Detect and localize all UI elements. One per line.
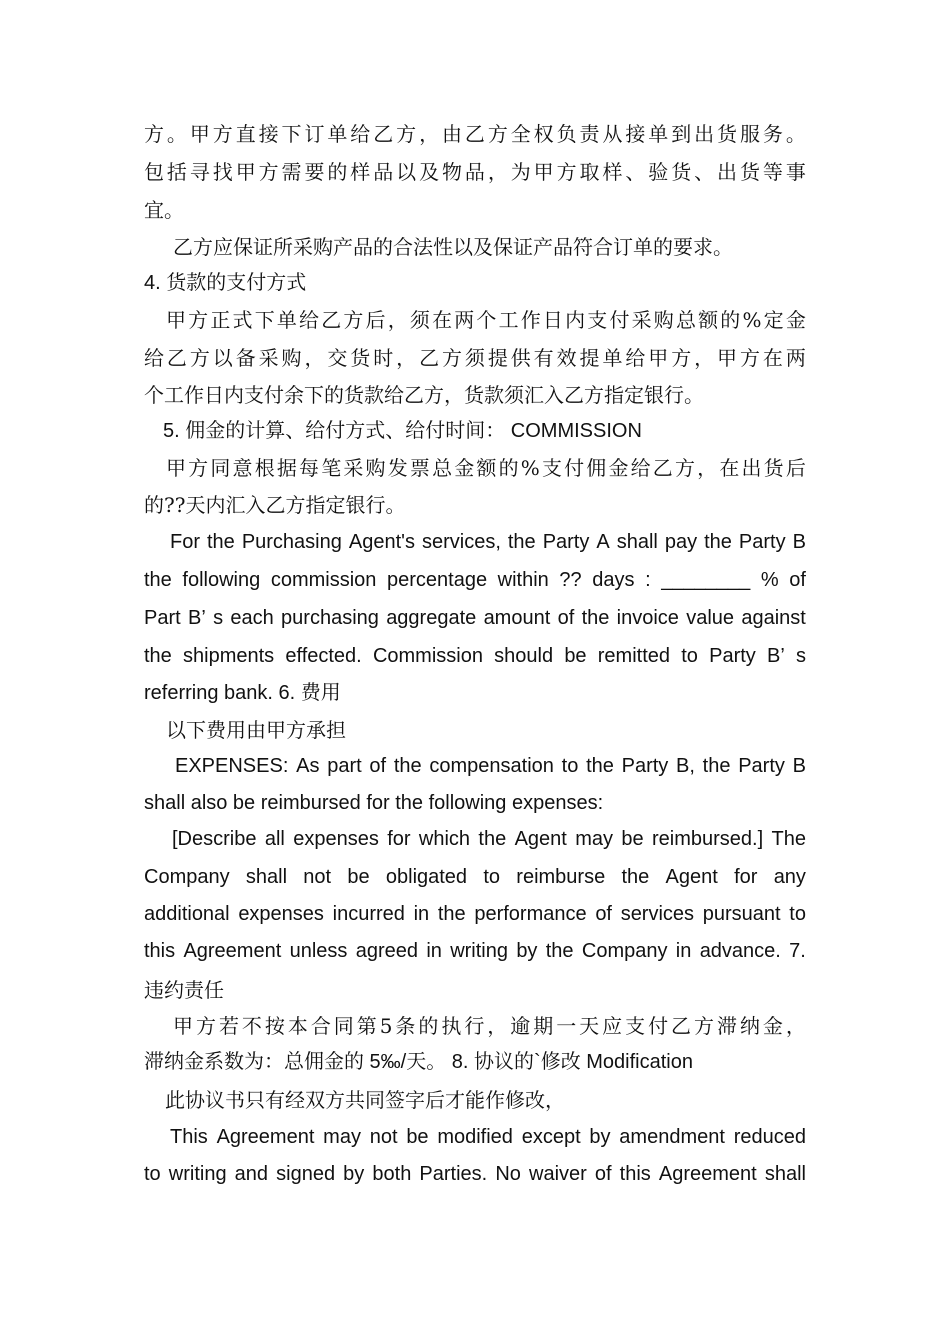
text-line: additional expenses incurred in the performance of services pursuant to [144,903,806,925]
text-line: 包 括 寻 找 甲 方 需 要 的 样 品 以 及 物 品 ， 为 甲 方 取 样 、 验 货 、 出 货 等 事 [144,160,806,184]
text-line: This Agreement may not be modified except by amendment reduced [170,1126,806,1148]
text-line: 滞纳金系数为：总佣金的 5‰/天。 8. 协议的`修改 Modification [144,1051,693,1073]
text-line: Company shall not be obligated to reimburse the Agent for any [144,866,806,888]
text-line: to writing and signed by both Parties. No waiver of this Agreement shall [144,1163,806,1185]
text-line: 甲 方 若 不 按 本 合 同 第 5 条 的 执 行 ， 逾 期 一 天 应 支 付 乙 方 滞 纳 金 ， [173,1014,806,1038]
text-line: 甲 方 正 式 下 单 给 乙 方 后 ， 须 在 两 个 工 作 日 内 支 付 采 购 总 额 的 % 定 金 [166,308,806,332]
text-line: 个工作日内支付余下的货款给乙方，货款须汇入乙方指定银行。 [144,383,704,407]
section-heading: 5. 佣金的计算、给付方式、给付时间： COMMISSION [163,420,642,442]
text-line: Part B’ s each purchasing aggregate amount of the invoice value against [144,607,806,629]
text-line: this Agreement unless agreed in writing by the Company in advance. 7. [144,940,806,962]
text-line: referring bank. 6. 费用 [144,682,341,704]
text-line: 给 乙 方 以 备 采 购 ， 交 货 时 ， 乙 方 须 提 供 有 效 提 单 给 甲 方 ， 甲 方 在 两 [144,346,806,370]
text-line: 乙方应保证所采购产品的合法性以及保证产品符合订单的要求。 [173,235,733,259]
text-line: 以下费用由甲方承担 [166,718,346,742]
text-line: 的??天内汇入乙方指定银行。 [144,493,406,517]
text-line: 此协议书只有经双方共同签字后才能作修改， [165,1088,565,1112]
text-line: EXPENSES: As part of the compensation to the Party B, the Party B [175,755,806,777]
section-heading: 4. 货款的支付方式 [144,272,307,294]
text-line: [Describe all expenses for which the Agent may be reimbursed.] The [172,828,806,850]
text-line: shall also be reimbursed for the following expenses: [144,792,604,814]
text-line: the shipments effected. Commission should be remitted to Party B’ s [144,645,806,667]
text-line: For the Purchasing Agent's services, the Party A shall pay the Party B [170,531,806,553]
section-heading: 违约责任 [144,978,224,1002]
text-line: 甲 方 同 意 根 据 每 笔 采 购 发 票 总 金 额 的 % 支 付 佣 金 给 乙 方 ， 在 出 货 后 [166,456,806,480]
text-line: 宜。 [144,198,184,222]
text-line: the following commission percentage within ?? days : ________ % of [144,569,806,591]
text-line: 方 。 甲 方 直 接 下 订 单 给 乙 方 ， 由 乙 方 全 权 负 责 从 接 单 到 出 货 服 务 。 [144,122,806,146]
